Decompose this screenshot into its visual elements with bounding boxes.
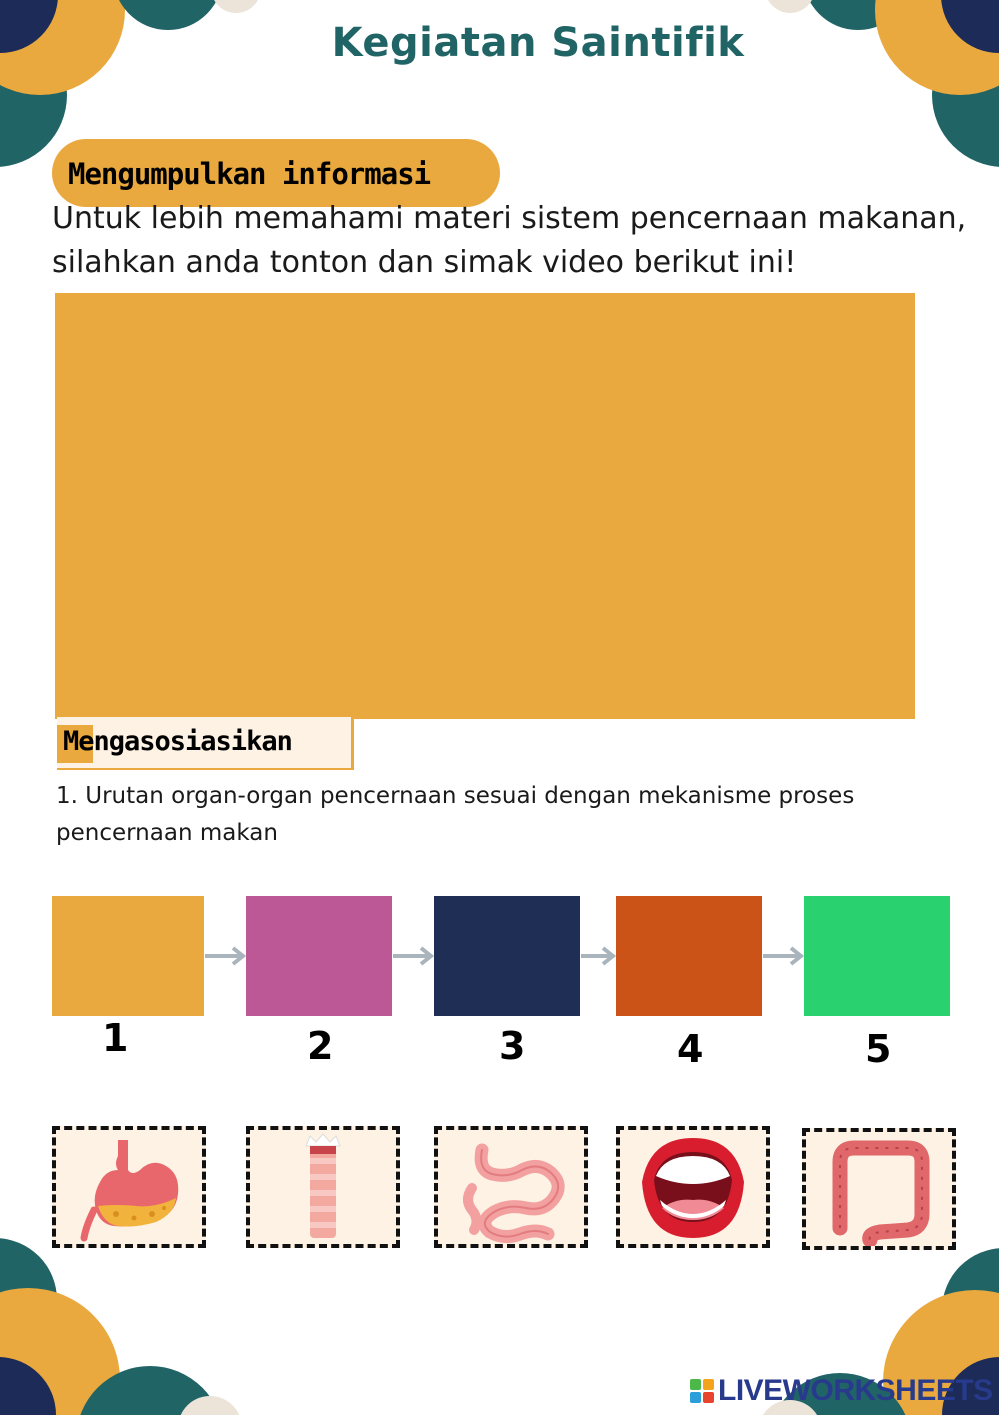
section-collect-label: Mengumpulkan informasi <box>68 157 431 191</box>
arrow-right-icon <box>762 944 804 968</box>
slot-number-3: 3 <box>499 1024 526 1068</box>
liveworksheets-logo <box>690 1374 993 1408</box>
section-associate-label: Mengasosiasikan <box>63 726 292 757</box>
organ-card-3[interactable] <box>434 1126 588 1248</box>
logo-icon <box>690 1379 714 1403</box>
slot-number-1: 1 <box>102 1016 129 1060</box>
slot-number-5: 5 <box>865 1027 892 1071</box>
arrow-right-icon <box>392 944 434 968</box>
drop-slot-3[interactable] <box>434 896 580 1016</box>
brand-name: LIVEWORKSHEETS <box>718 1374 993 1407</box>
drop-slot-4[interactable] <box>616 896 762 1016</box>
large-intestine-icon <box>806 1132 952 1246</box>
organ-card-4[interactable] <box>616 1126 770 1248</box>
instruction-text: Untuk lebih memahami materi sistem pencernaan makanan, silahkan anda tonton dan simak video berikut ini! <box>52 201 967 280</box>
organ-card-1[interactable] <box>52 1126 206 1248</box>
question-text: 1. Urutan organ-organ pencernaan sesuai dengan mekanisme proses pencernaan makan <box>56 783 855 846</box>
drop-slot-5[interactable] <box>804 896 950 1016</box>
slot-number-4: 4 <box>677 1027 704 1071</box>
arrow-right-icon <box>580 944 616 968</box>
page-title: Kegiatan Saintifik <box>331 20 745 66</box>
slot-number-2: 2 <box>307 1024 334 1068</box>
drop-slot-2[interactable] <box>246 896 392 1016</box>
esophagus-icon <box>250 1130 396 1244</box>
organ-card-2[interactable] <box>246 1126 400 1248</box>
stomach-icon <box>56 1130 202 1244</box>
organ-card-5[interactable] <box>802 1128 956 1250</box>
drop-slot-1[interactable] <box>52 896 204 1016</box>
mouth-icon <box>620 1130 766 1244</box>
small-intestine-icon <box>438 1130 584 1244</box>
arrow-right-icon <box>204 944 246 968</box>
video-embed[interactable] <box>55 293 915 719</box>
